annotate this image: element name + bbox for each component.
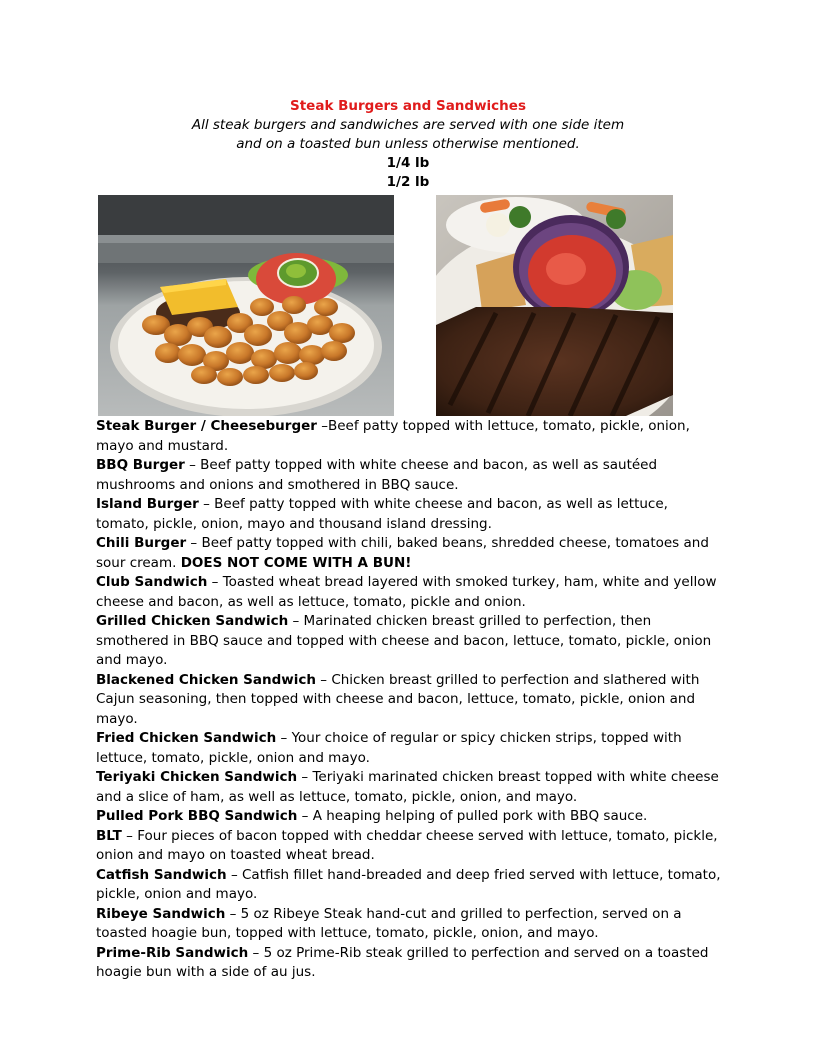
menu-item-separator: –	[248, 944, 264, 961]
menu-item	[96, 944, 724, 983]
section-title: Steak Burgers and Sandwiches	[290, 98, 526, 114]
menu-item-separator: –	[288, 613, 304, 629]
menu-item-note: DOES NOT COME WITH A BUN!	[180, 554, 412, 571]
menu-item-separator: –	[226, 866, 242, 883]
menu-item	[96, 729, 724, 768]
menu-item	[96, 456, 724, 495]
menu-item-separator: –	[276, 730, 292, 746]
menu-item	[96, 768, 724, 807]
menu-item	[96, 573, 724, 612]
menu-item-name: Blackened Chicken Sandwich	[96, 671, 316, 688]
menu-item-separator: –	[225, 905, 241, 922]
menu-item-name: Island Burger	[96, 496, 199, 512]
menu-header	[0, 97, 816, 192]
menu-item-description: 5 oz Ribeye Steak hand-cut and grilled to perfection, served on a toasted hoagie bun, topped with lettuce, tomato, pickle, onion, and mayo.	[96, 905, 682, 941]
menu-item-separator: –	[121, 827, 138, 844]
menu-item-separator: –	[184, 457, 201, 473]
menu-item-name: Steak Burger / Cheeseburger	[96, 418, 317, 434]
menu-item-name: Teriyaki Chicken Sandwich	[96, 769, 298, 785]
menu-item	[96, 534, 724, 573]
size-half-lb: 1/2 lb	[386, 174, 430, 190]
menu-item-separator: –	[207, 574, 223, 590]
menu-item-description: Four pieces of bacon topped with cheddar cheese served with lettuce, tomato, pickle, onion and mayo on toasted wheat bread.	[96, 827, 718, 863]
menu-item-separator: –	[297, 808, 313, 824]
menu-item	[96, 417, 724, 456]
menu-item	[96, 612, 724, 671]
menu-item-name: BLT	[96, 827, 122, 844]
menu-item-separator: –	[316, 418, 328, 434]
menu-item-description: Beef patty topped with white cheese and bacon, as well as sautéed mushrooms and onions and smothered in BBQ sauce.	[96, 457, 658, 493]
menu-item-separator: –	[297, 769, 313, 785]
burger-tots-illustration	[98, 195, 394, 416]
ribeye-steak-photo	[436, 195, 673, 416]
menu-item-name: Prime-Rib Sandwich	[96, 944, 249, 961]
menu-item-name: Fried Chicken Sandwich	[96, 730, 277, 746]
ribeye-steak-illustration	[436, 195, 673, 416]
menu-item-name: BBQ Burger	[96, 457, 185, 473]
intro-line-2: and on a toasted bun unless otherwise mentioned.	[236, 136, 580, 152]
menu-item-name: Club Sandwich	[96, 574, 208, 590]
menu-item	[96, 827, 724, 866]
menu-item-separator: –	[315, 671, 332, 688]
menu-item	[96, 671, 724, 730]
menu-item-name: Ribeye Sandwich	[96, 905, 226, 922]
menu-item-description: Your choice of regular or spicy chicken strips, topped with lettuce, tomato, pickle, onion and mayo.	[96, 730, 682, 766]
menu-item	[96, 807, 724, 827]
menu-item-description: Toasted wheat bread layered with smoked turkey, ham, white and yellow cheese and bacon, as well as lettuce, tomato, pickle and onion.	[96, 574, 717, 610]
menu-item-name: Catfish Sandwich	[96, 866, 227, 883]
menu-item-name: Grilled Chicken Sandwich	[96, 613, 289, 629]
size-quarter-lb: 1/4 lb	[386, 155, 430, 171]
menu-item-description: Catfish fillet hand-breaded and deep fried served with lettuce, tomato, pickle, onion and mayo.	[96, 866, 721, 902]
menu-item-description: Teriyaki marinated chicken breast topped with white cheese and a slice of ham, as well as lettuce, tomato, pickle, onion, and mayo.	[96, 769, 719, 805]
menu-item-list	[96, 417, 724, 983]
menu-item-description: Chicken breast grilled to perfection and slathered with Cajun seasoning, then topped with cheese and bacon, lettuce, tomato, pickle, onion and mayo.	[96, 671, 700, 727]
menu-item-name: Chili Burger	[96, 535, 187, 551]
menu-item-separator: –	[198, 496, 215, 512]
menu-item	[96, 905, 724, 944]
menu-item-description: 5 oz Prime-Rib steak grilled to perfection and served on a toasted hoagie bun with a side of au jus.	[96, 944, 709, 980]
menu-item-description: A heaping helping of pulled pork with BBQ sauce.	[312, 808, 648, 824]
menu-item-description: Beef patty topped with lettuce, tomato, pickle, onion, mayo and mustard.	[96, 418, 690, 454]
menu-item	[96, 495, 724, 534]
intro-line-1: All steak burgers and sandwiches are served with one side item	[191, 117, 625, 133]
menu-item-description: Marinated chicken breast grilled to perfection, then smothered in BBQ sauce and topped with cheese and bacon, lettuce, tomato, pickle, onion and mayo.	[96, 613, 712, 668]
menu-item-description: Beef patty topped with chili, baked beans, shredded cheese, tomatoes and sour cream.	[96, 535, 709, 571]
burger-tots-photo	[98, 195, 394, 416]
menu-item	[96, 866, 724, 905]
menu-item-separator: –	[186, 535, 202, 551]
menu-item-description: Beef patty topped with white cheese and bacon, as well as lettuce, tomato, pickle, onion, mayo and thousand island dressing.	[96, 496, 668, 532]
menu-item-name: Pulled Pork BBQ Sandwich	[96, 808, 298, 824]
